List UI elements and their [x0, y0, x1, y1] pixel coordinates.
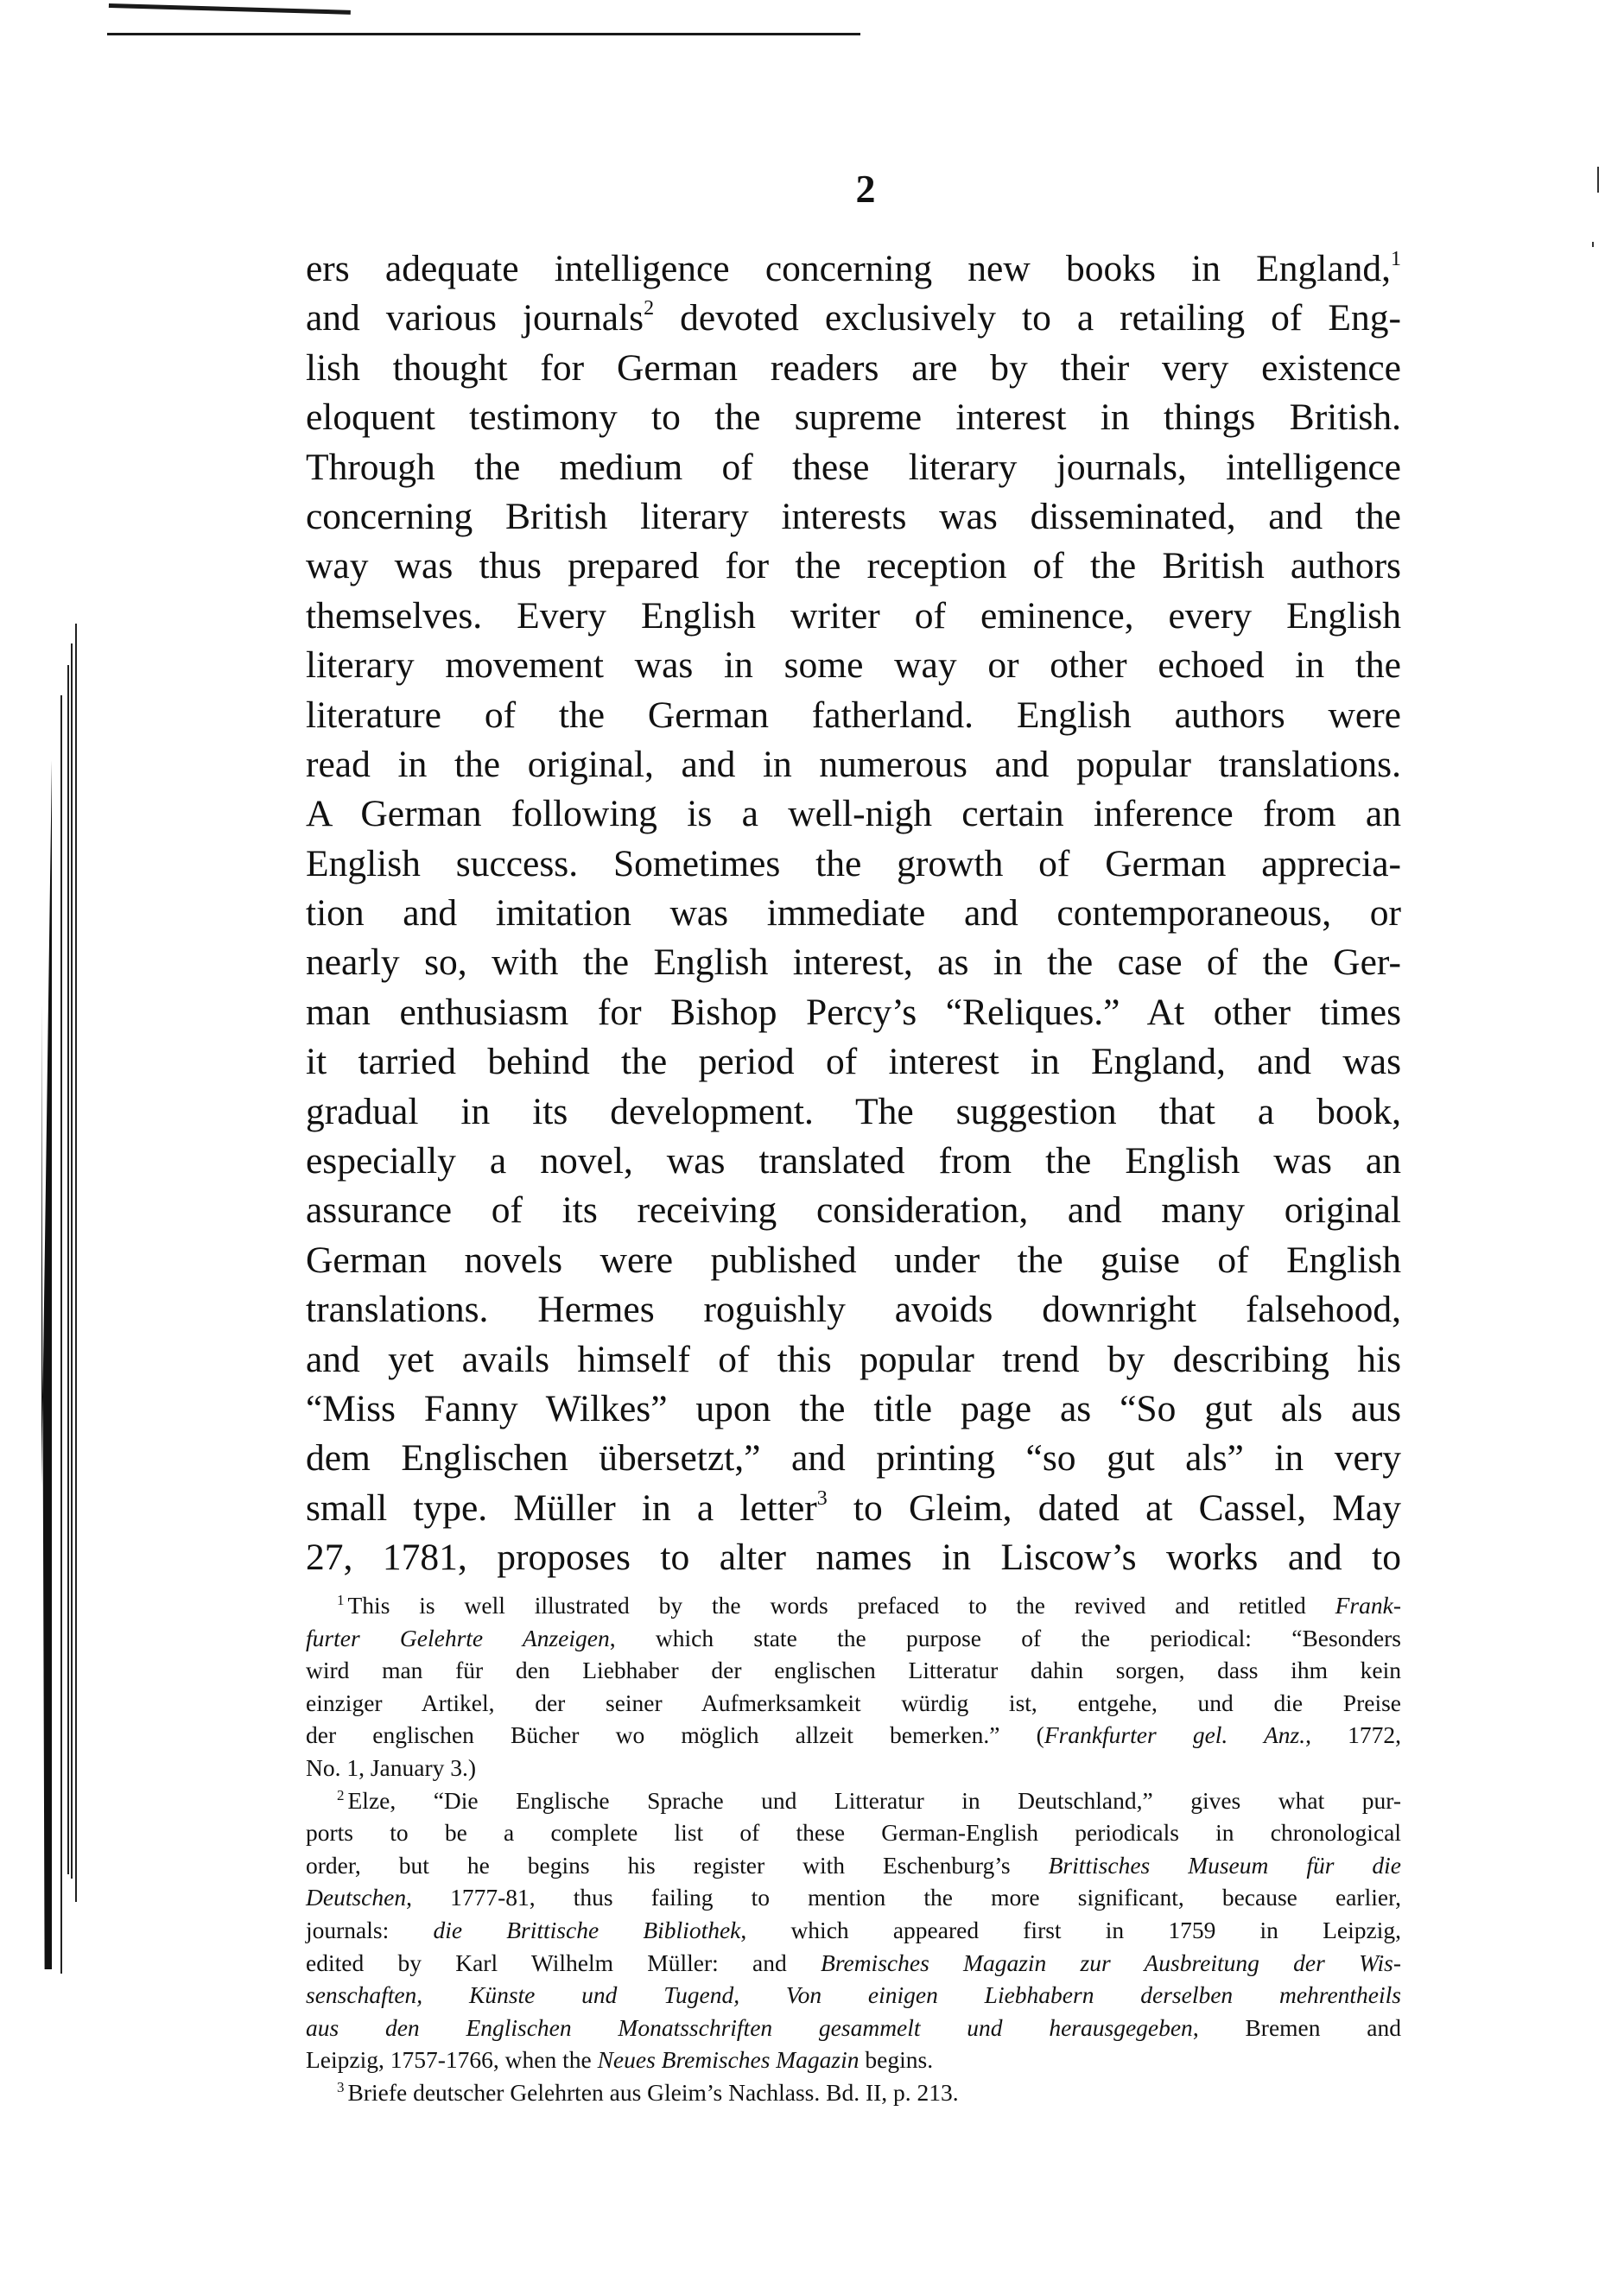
body-line: way was thus prepared for the reception of the British authors	[306, 545, 1401, 587]
body-line: read in the original, and in numerous and popular translations.	[306, 743, 1401, 785]
footnote-line: wird man für den Liebhaber der englischen Litteratur dahin sorgen, dass ihm kein	[306, 1657, 1401, 1684]
binding-line	[71, 643, 73, 1879]
binding-line	[67, 665, 69, 1874]
footnote-ref-1[interactable]: 1	[1391, 248, 1401, 270]
body-line: gradual in its development. The suggestion that a book,	[306, 1090, 1401, 1132]
text: order, but he begins his register with Eschenburg’s	[306, 1851, 1049, 1879]
footnote-line	[306, 1589, 1401, 1622]
text: This is well illustrated by the words prefaced to the revived and retitled	[347, 1592, 1335, 1619]
body-line: literary movement was in some way or other echoed in the	[306, 644, 1401, 687]
text: Elze, “Die Englische Sprache und Litteratur in Deutschland,” gives what pur-	[347, 1786, 1401, 1814]
body-line: it tarried behind the period of interest in England, and was	[306, 1041, 1401, 1083]
footnote-1	[306, 1589, 1401, 1784]
scan-rule-short	[109, 3, 351, 15]
text: journals:	[306, 1916, 434, 1943]
body-line: assurance of its receiving consideration, and many original	[306, 1189, 1401, 1232]
footnote-line	[306, 1979, 1401, 2012]
footnote-ref-2[interactable]: 2	[644, 297, 655, 320]
text: and various journals	[306, 297, 644, 339]
footnote-line	[306, 1719, 1401, 1752]
text: , which state the purpose of the periodical: “Besonders	[609, 1624, 1402, 1651]
body-line: lish thought for German readers are by their very existence	[306, 346, 1401, 389]
text: , which appeared first in 1759 in Leipzig,	[740, 1916, 1401, 1943]
body-line: translations. Hermes roguishly avoids downright falsehood,	[306, 1289, 1401, 1331]
footnote-line	[306, 2012, 1401, 2044]
footnote-line	[306, 1947, 1401, 1980]
body-text	[306, 244, 1401, 1583]
text: , 1777-81, thus failing to mention the more significant, because earlier,	[406, 1884, 1401, 1911]
body-line: German novels were published under the guise of English	[306, 1239, 1401, 1281]
body-line: A German following is a well-nigh certain inference from an	[306, 793, 1401, 835]
italic-title: furter Gelehrte Anzeigen	[306, 1624, 610, 1651]
body-line: “Miss Fanny Wilkes” upon the title page as “So gut als aus	[306, 1387, 1401, 1429]
footnote-line: ports to be a complete list of these German-English periodicals in chronological	[306, 1819, 1401, 1847]
italic-title: Deutschen	[306, 1884, 407, 1911]
footnote-3	[306, 2076, 1401, 2109]
footnote-mark: 3	[337, 2078, 345, 2095]
footnote-line	[306, 1849, 1401, 1882]
italic-title: aus den Englischen Monatsschriften gesammelt und herausgegeben	[306, 2013, 1193, 2041]
footnote-line	[306, 1784, 1401, 1817]
footnote-line	[306, 1622, 1401, 1655]
italic-title: senschaften, Künste und Tugend, Von einigen Liebhabern derselben mehrentheils	[306, 1981, 1401, 2009]
footnotes	[306, 1589, 1401, 2109]
body-line: English success. Sometimes the growth of German apprecia-	[306, 842, 1401, 884]
binding-edge	[0, 605, 86, 2269]
text: , Bremen and	[1192, 2013, 1401, 2041]
body-line: concerning British literary interests was disseminated, and the	[306, 495, 1401, 537]
footnote-line	[306, 2044, 1401, 2076]
footnote-line	[306, 1914, 1401, 1947]
body-line: 27, 1781, proposes to alter names in Liscow’s works and to	[306, 1537, 1401, 1579]
body-line: and yet avails himself of this popular trend by describing his	[306, 1338, 1401, 1380]
italic-title: Neues Bremisches Magazin	[597, 2046, 860, 2074]
text: begins.	[859, 2046, 934, 2074]
body-line: literature of the German fatherland. English authors were	[306, 694, 1401, 736]
footnote-2	[306, 1784, 1401, 2076]
italic-title: Brittisches Museum für die	[1048, 1851, 1402, 1879]
footnote-line: einziger Artikel, der seiner Aufmerksamkeit würdig ist, entgehe, und die Preise	[306, 1689, 1401, 1716]
text: der englischen Bücher wo möglich allzeit bemerken.” (	[306, 1721, 1044, 1749]
footnote-line: No. 1, January 3.)	[306, 1753, 477, 1781]
text: Leipzig, 1757-1766, when the	[306, 2046, 598, 2074]
text: devoted exclusively to a retailing of Eng-	[654, 297, 1401, 339]
margin-mark	[1592, 242, 1594, 247]
body-line: nearly so, with the English interest, as in the case of the Ger-	[306, 941, 1401, 984]
binding-line	[75, 624, 77, 1902]
italic-title: Frank-	[1335, 1592, 1401, 1619]
footnote-line	[306, 2076, 1401, 2109]
body-line: Through the medium of these literary journals, intelligence	[306, 446, 1401, 488]
body-line	[306, 294, 1401, 343]
text: edited by Karl Wilhelm Müller: and	[306, 1949, 822, 1976]
text: small type. Müller in a letter	[306, 1486, 817, 1529]
body-line: especially a novel, was translated from the English was an	[306, 1140, 1401, 1182]
footnote-ref-3[interactable]: 3	[816, 1486, 828, 1510]
footnote-line	[306, 1881, 1401, 1914]
body-line: themselves. Every English writer of eminence, every English	[306, 594, 1401, 637]
body-line	[306, 1484, 1401, 1533]
body-line: eloquent testimony to the supreme interest in things British.	[306, 396, 1401, 439]
italic-title: Frankfurter gel. Anz.	[1044, 1721, 1306, 1749]
text: to Gleim, dated at Cassel, May	[827, 1486, 1402, 1529]
text: ers adequate intelligence concerning new books in England,	[306, 248, 1391, 289]
page-number: 2	[855, 167, 876, 211]
binding-shadow	[41, 760, 52, 1969]
scan-rule-long	[107, 33, 860, 35]
body-line: man enthusiasm for Bishop Percy’s “Reliques.” At other times	[306, 991, 1401, 1033]
body-line: dem Englischen übersetzt,” and printing “so gut als” in very	[306, 1437, 1401, 1480]
text: , 1772,	[1305, 1721, 1401, 1749]
margin-mark	[1597, 167, 1599, 193]
body-line: tion and imitation was immediate and contemporaneous, or	[306, 892, 1401, 935]
binding-line	[60, 695, 62, 1974]
footnote-mark: 2	[337, 1786, 345, 1803]
text: Briefe deutscher Gelehrten aus Gleim’s Nachlass. Bd. II, p. 213.	[347, 2078, 959, 2106]
italic-title: die Brittische Bibliothek	[433, 1916, 741, 1943]
italic-title: Bremisches Magazin zur Ausbreitung der Wis-	[821, 1949, 1402, 1976]
footnote-mark: 1	[337, 1592, 345, 1608]
body-line	[306, 244, 1401, 294]
